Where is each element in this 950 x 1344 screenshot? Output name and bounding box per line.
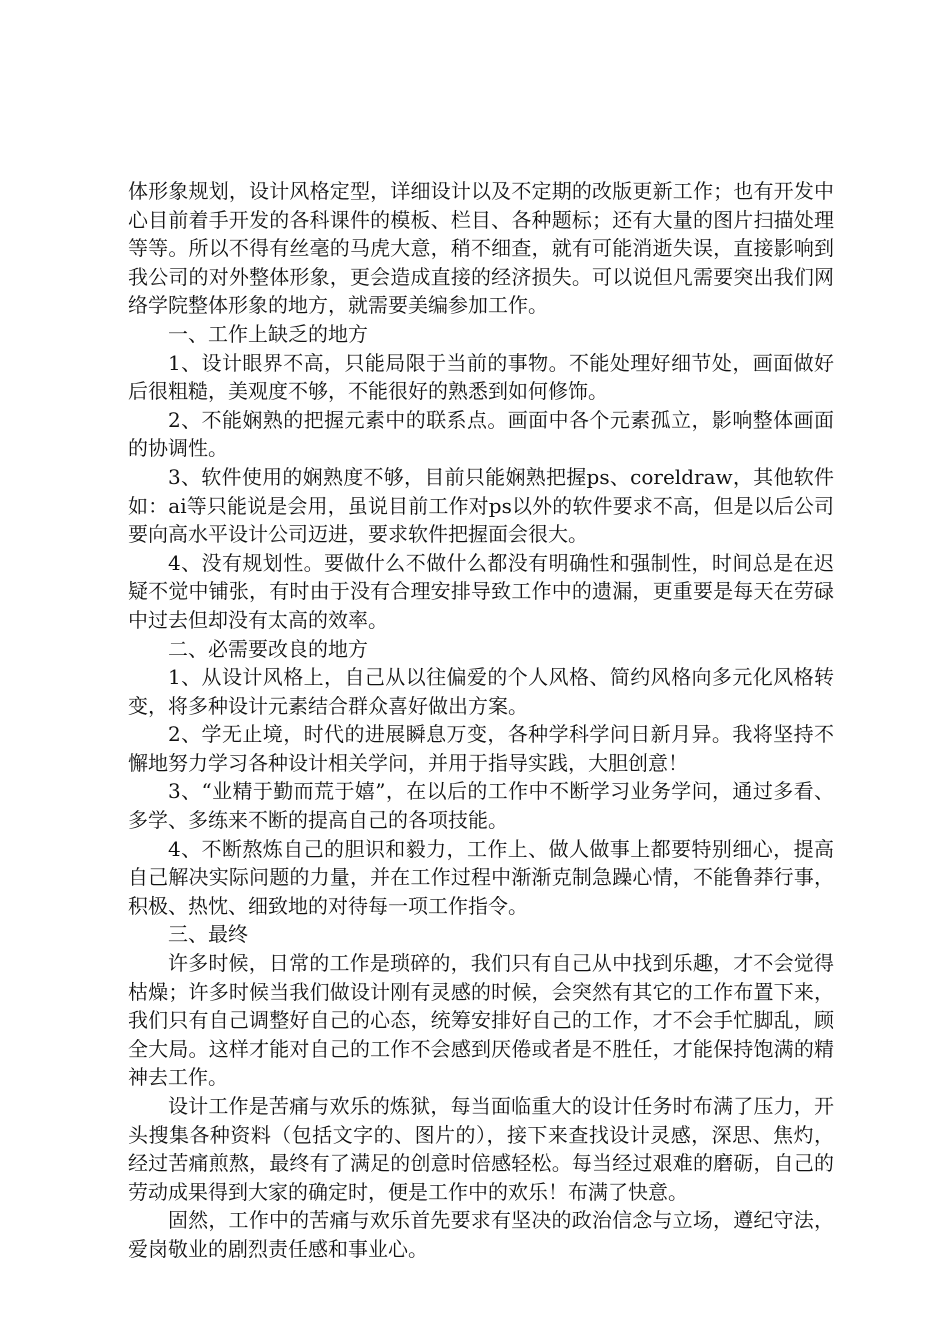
paragraph-intro-continuation: 体形象规划，设计风格定型，详细设计以及不定期的改版更新工作；也有开发中心目前着手开发的各科课件的模板、栏目、各种题标；还有大量的图片扫描处理等等。所以不得有丝毫的马虎大意，稍不细查，就有可能消逝失误，直接影响到我公司的对外整体形象，更会造成直接的经济损失。可以说但凡需要突出我们网络学院整体形象的地方，就需要美编参加工作。 <box>128 179 834 318</box>
paragraph-improvement-3: 3、“业精于勤而荒于嬉”，在以后的工作中不断学习业务学问，通过多看、多学、多练来不断的提高自己的各项技能。 <box>128 779 834 833</box>
document-body <box>128 177 834 1264</box>
paragraph-conclusion-2: 设计工作是苦痛与欢乐的炼狱，每当面临重大的设计任务时布满了压力，开头搜集各种资料（包括文字的、图片的），接下来查找设计灵感，深思、焦灼，经过苦痛煎熬，最终有了满足的创意时倍感轻松。每当经过艰难的磨砺，自己的劳动成果得到大家的确定时，便是工作中的欢乐！布满了快意。 <box>128 1094 834 1204</box>
paragraph-improvement-4: 4、不断熬炼自己的胆识和毅力，工作上、做人做事上都要特别细心，提高自己解决实际问题的力量，并在工作过程中渐渐克制急躁心情，不能鲁莽行事，积极、热忱、细致地的对待每一项工作指令。 <box>128 836 834 918</box>
paragraph-conclusion-3: 固然，工作中的苦痛与欢乐首先要求有坚决的政治信念与立场，遵纪守法，爱岗敬业的剧烈责任感和事业心。 <box>128 1208 834 1261</box>
section-heading-conclusion: 三、最终 <box>168 922 248 947</box>
paragraph-improvement-2: 2、学无止境，时代的进展瞬息万变，各种学科学问日新月异。我将坚持不懈地努力学习各种设计相关学问，并用于指导实践，大胆创意！ <box>128 722 834 775</box>
section-heading-improvements: 二、必需要改良的地方 <box>168 636 368 661</box>
paragraph-shortcoming-1: 1、设计眼界不高，只能局限于当前的事物。不能处理好细节处，画面做好后很粗糙，美观度不够，不能很好的熟悉到如何修饰。 <box>128 350 834 404</box>
paragraph-improvement-1: 1、从设计风格上，自己从以往偏爱的个人风格、简约风格向多元化风格转变，将多种设计元素结合群众喜好做出方案。 <box>128 665 834 718</box>
paragraph-shortcoming-2: 2、不能娴熟的把握元素中的联系点。画面中各个元素孤立，影响整体画面的协调性。 <box>128 407 834 461</box>
paragraph-shortcoming-4: 4、没有规划性。要做什么不做什么都没有明确性和强制性，时间总是在迟疑不觉中铺张，有时由于没有合理安排导致工作中的遗漏，更重要是每天在劳碌中过去但却没有太高的效率。 <box>128 550 834 632</box>
section-heading-shortcomings: 一、工作上缺乏的地方 <box>168 321 368 346</box>
paragraph-shortcoming-3: 3、软件使用的娴熟度不够，目前只能娴熟把握ps、coreldraw，其他软件如：ai等只能说是会用，虽说目前工作对ps以外的软件要求不高，但是以后公司要向高水平设计公司迈进，要求软件把握面会很大。 <box>128 464 834 547</box>
paragraph-conclusion-1: 许多时候，日常的工作是琐碎的，我们只有自己从中找到乐趣，才不会觉得枯燥；许多时候当我们做设计刚有灵感的时候，会突然有其它的工作布置下来，我们只有自己调整好自己的心态，统筹安排好自己的工作，才不会手忙脚乱，顾全大局。这样才能对自己的工作不会感到厌倦或者是不胜任，才能保持饱满的精神去工作。 <box>128 951 834 1090</box>
